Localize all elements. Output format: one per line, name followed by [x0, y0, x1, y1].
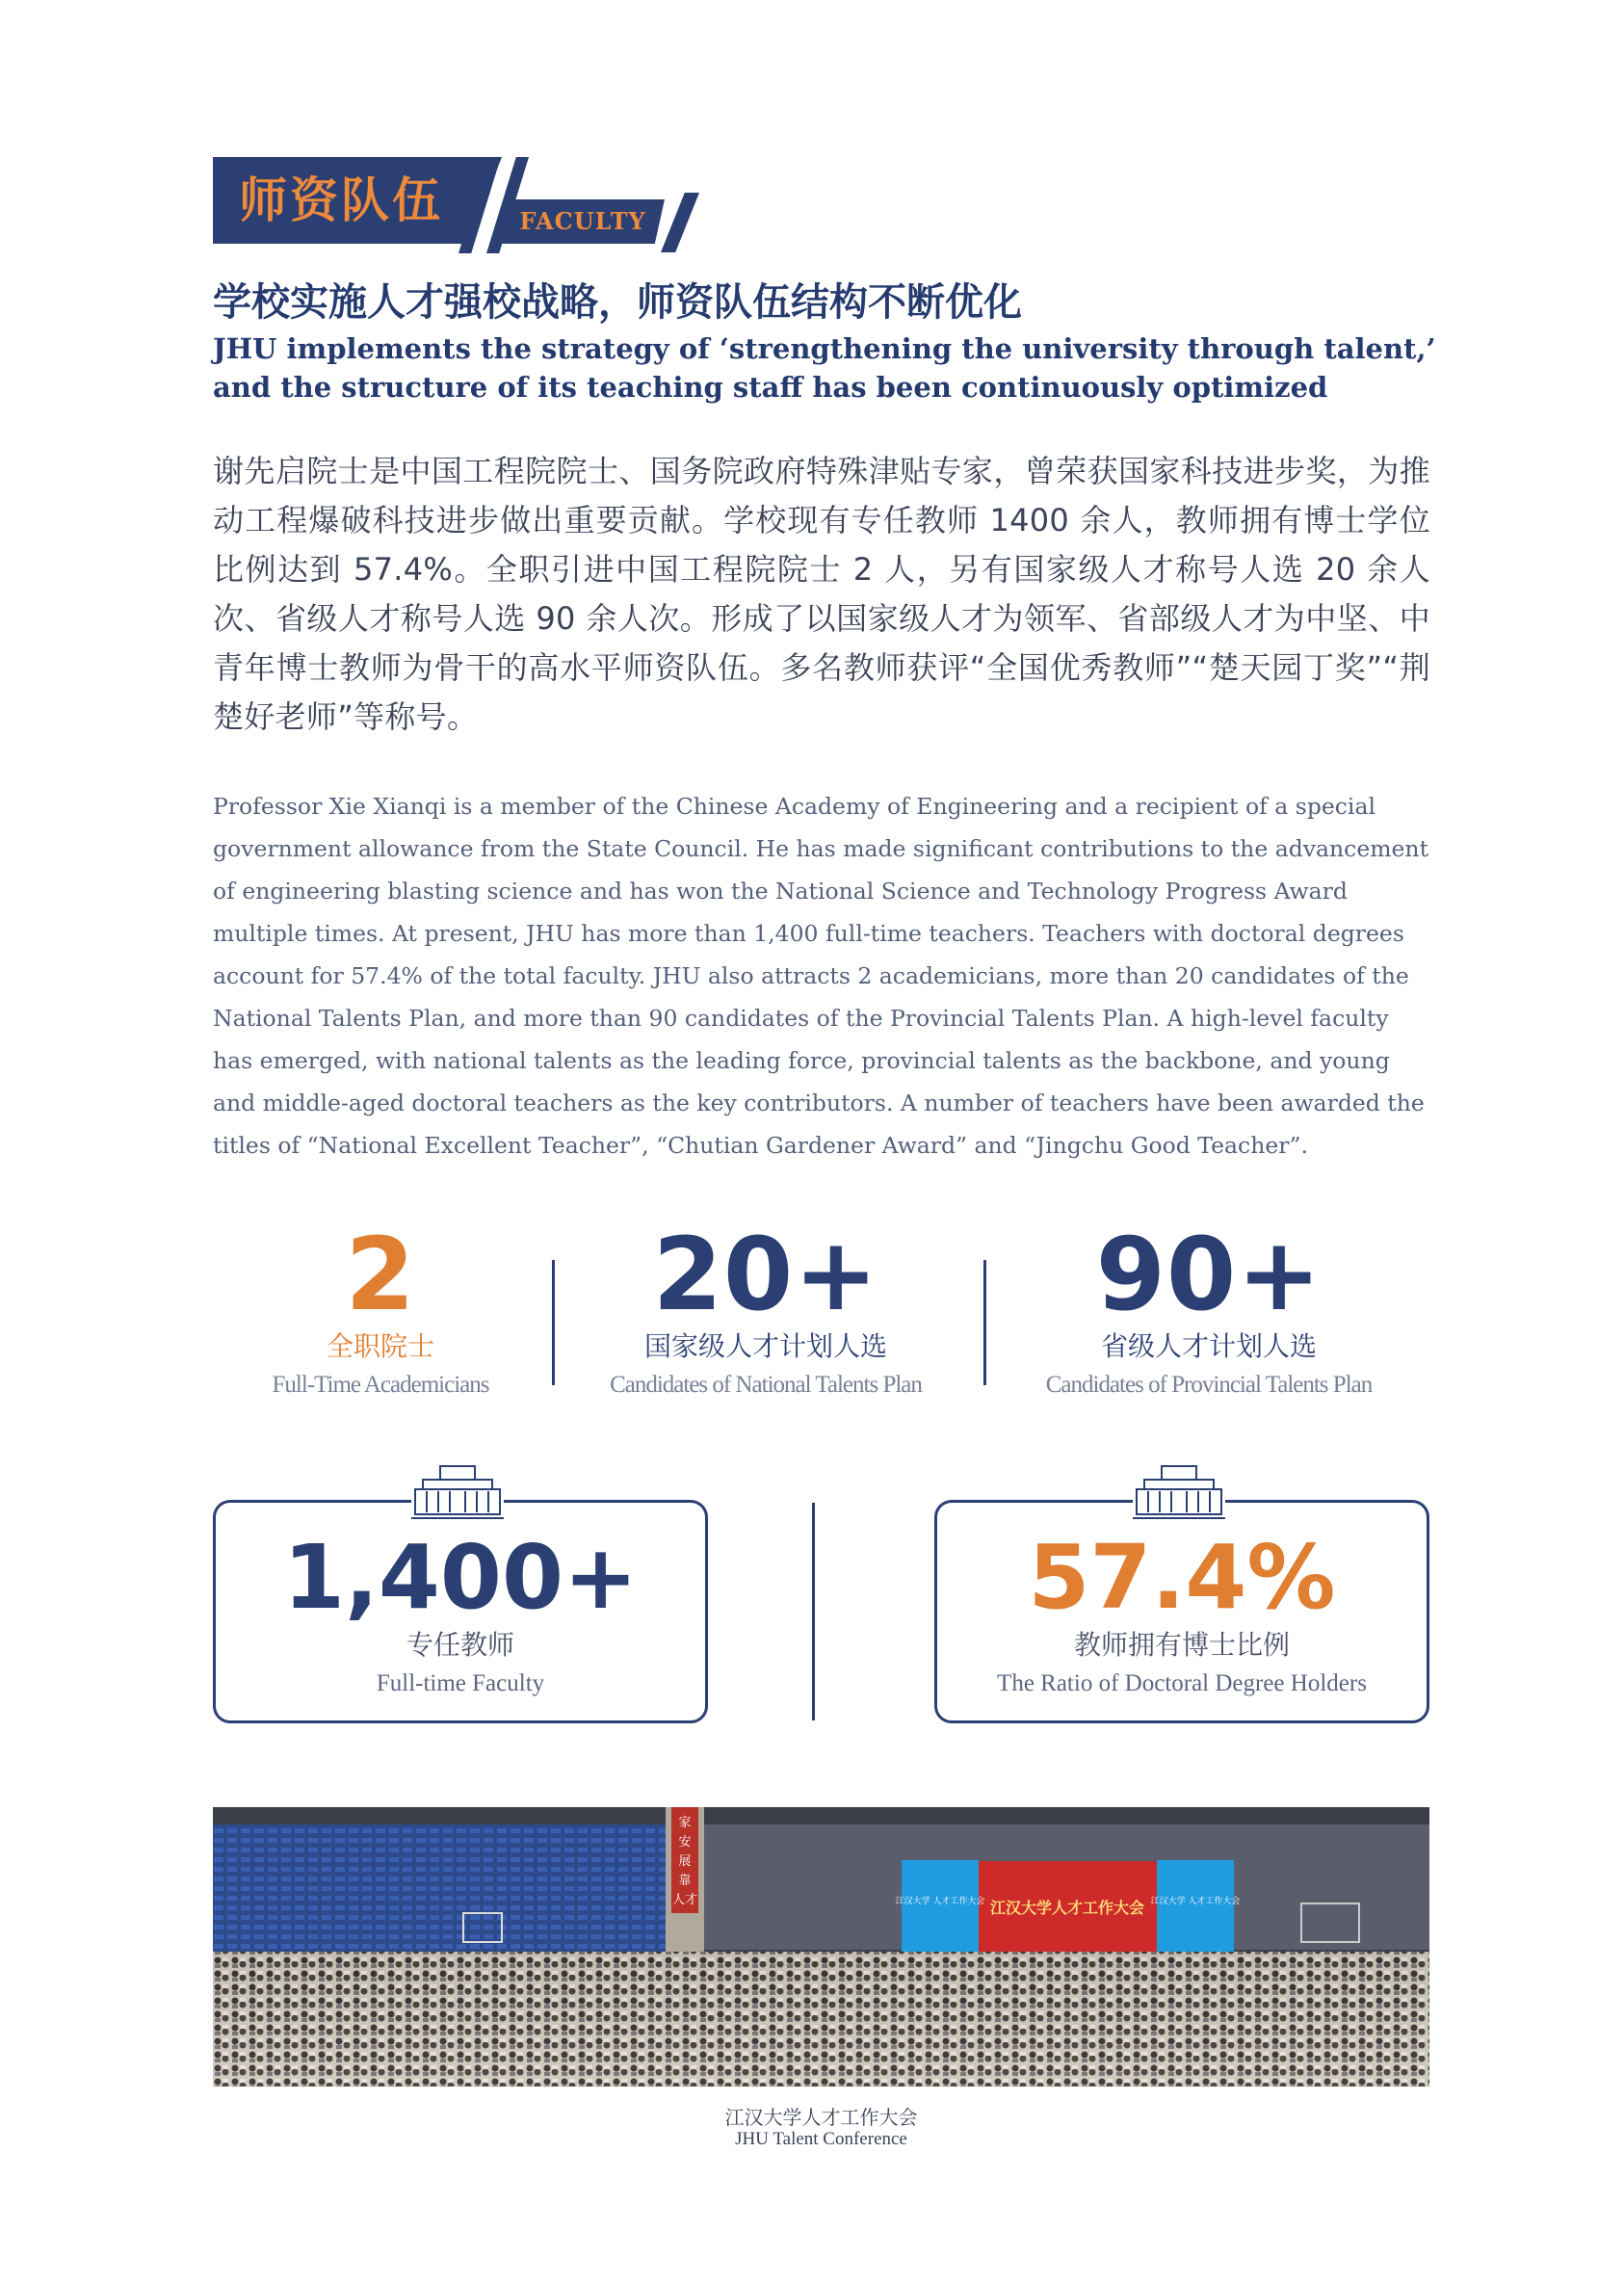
- stat-box-doctoral-ratio: [934, 1500, 1429, 1723]
- stat-national-talents: [568, 1216, 963, 1405]
- box-divider: [812, 1503, 815, 1720]
- box-label-cn: 教师拥有博士比例: [1073, 1629, 1290, 1661]
- stat-value: 2: [345, 1216, 416, 1333]
- photo-caption-cn: 江汉大学人才工作大会: [724, 2106, 918, 2129]
- building-icon: [411, 1462, 504, 1520]
- stat-value: 90+: [1095, 1216, 1323, 1333]
- svg-text:展: 展: [678, 1854, 692, 1869]
- stat-academicians: [231, 1216, 530, 1405]
- section-subtitle: FACULTY: [519, 207, 646, 235]
- photo-caption-en: JHU Talent Conference: [735, 2129, 907, 2149]
- wall-banner-text: 家: [678, 1816, 692, 1830]
- stat-label-cn: 国家级人才计划人选: [643, 1330, 887, 1362]
- stat-label-cn: 省级人才计划人选: [1100, 1330, 1317, 1362]
- stat-label-cn: 全职院士: [326, 1330, 434, 1362]
- box-label-en: The Ratio of Doctoral Degree Holders: [997, 1670, 1367, 1696]
- stage-banner-text: 江汉大学人才工作大会: [989, 1899, 1145, 1917]
- svg-text:江汉大学 人才工作大会: 江汉大学 人才工作大会: [895, 1897, 985, 1906]
- stat-box-faculty: [213, 1500, 708, 1723]
- stat-divider: [552, 1260, 555, 1385]
- headline-cn: 学校实施人才强校战略，师资队伍结构不断优化: [213, 280, 1022, 325]
- banner-stripe: [661, 193, 699, 252]
- stat-label-en: Candidates of Provincial Talents Plan: [1045, 1372, 1373, 1398]
- box-label-en: Full-time Faculty: [376, 1670, 545, 1696]
- stat-label-en: Candidates of National Talents Plan: [610, 1372, 922, 1398]
- box-value: 57.4%: [1028, 1526, 1336, 1629]
- body-paragraph-cn: 谢先启院士是中国工程院院士、国务院政府特殊津贴专家，曾荣获国家科技进步奖，为推动工程爆破科技进步做出重要贡献。学校现有专任教师 1400 余人，教师拥有博士学位比例达到 57.4%。全职引进中国工程院院士 2 人，另有国家级人才称号人选 20 余人次、省级人才称号人选 90 余人次。形成了以国家级人才为领军、省部级人才为中坚、中青年博士教师为骨干的高水平师资队伍。多名教师获评“全国优秀教师”“楚天园丁奖”“荆楚好老师”等称号。: [213, 453, 1430, 735]
- box-value: 1,400+: [282, 1526, 639, 1629]
- stat-provincial-talents: [1002, 1216, 1416, 1405]
- building-icon: [1133, 1462, 1225, 1520]
- stat-value: 20+: [652, 1216, 879, 1333]
- svg-text:靠: 靠: [678, 1874, 692, 1888]
- stat-label-en: Full-Time Academicians: [272, 1372, 489, 1398]
- svg-text:江汉大学 人才工作大会: 江汉大学 人才工作大会: [1150, 1897, 1241, 1906]
- headline-en: JHU implements the strategy of ‘strengthening the university through talent,’ and the structure of its teaching staff has been continuously optimized: [213, 332, 1436, 404]
- stat-divider: [983, 1260, 986, 1385]
- svg-text:安: 安: [678, 1835, 692, 1850]
- body-paragraph-en: Professor Xie Xianqi is a member of the Chinese Academy of Engineering and a recipient of a special government allowance from the State Council. He has made significant contributions to the advancement of engineering blasting science and has won the National Science and Technology Progress Award multiple times. At present, JHU has more than 1,400 full-time teachers. Teachers with doctoral degrees account for 57.4% of the total faculty. JHU also attracts 2 academicians, more than 20 candidates of the National Talents Plan, and more than 90 candidates of the Provincial Talents Plan. A high-level faculty has emerged, with national talents as the leading force, provincial talents as the backbone, and young and middle-aged doctoral teachers as the key contributors. A number of teachers have been awarded the titles of “National Excellent Teacher”, “Chutian Gardener Award” and “Jingchu Good Teacher”.: [213, 793, 1429, 1159]
- section-title: 师资队伍: [239, 172, 443, 228]
- svg-text:人才: 人才: [671, 1893, 698, 1907]
- conference-photo: [213, 1807, 1429, 2087]
- box-label-cn: 专任教师: [406, 1629, 514, 1661]
